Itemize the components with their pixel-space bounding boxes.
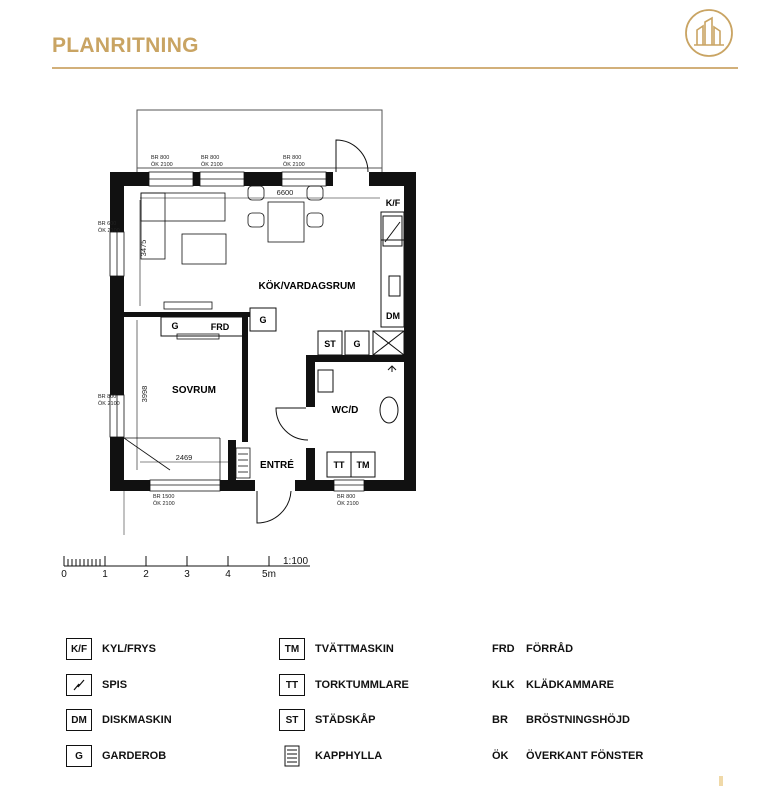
window-label-2-br: BR 800 <box>201 155 220 161</box>
legend-item-coat-rack <box>279 744 382 768</box>
balcony-door <box>333 140 369 186</box>
fixture-label-dishwasher: DM <box>386 311 400 321</box>
fixture-label-fridge: K/F <box>385 198 401 208</box>
balcony <box>137 110 382 177</box>
entry-door <box>255 480 295 523</box>
legend-label: KYL/FRYS <box>102 643 156 655</box>
fixture-label-washer: TM <box>356 460 370 470</box>
legend-label: BRÖSTNINGSHÖJD <box>526 714 630 726</box>
legend-label: FÖRRÅD <box>526 643 574 655</box>
dimension-label-kitchen-depth: 3475 <box>139 239 148 257</box>
dimension-label-bedroom-depth: 3998 <box>140 385 149 403</box>
fixture-label-wardrobe-closet: G <box>353 339 361 349</box>
window-label-2-ok: ÖK 2100 <box>201 162 223 168</box>
scale-tick-1: 1 <box>102 569 108 580</box>
window-label-5-br: BR 800 <box>98 394 117 400</box>
legend-abbr: KLK <box>492 679 515 691</box>
legend-item-wardrobe <box>66 744 166 768</box>
fixture-label-cleaning: ST <box>324 339 336 349</box>
legend-label: DISKMASKIN <box>102 714 172 726</box>
fixture-label-dryer: TT <box>333 460 345 470</box>
legend-code-box: K/F <box>66 638 92 660</box>
legend-code-box: ST <box>279 709 305 731</box>
legend-item-cleaning <box>279 708 376 732</box>
window-label-6-br: BR 1500 <box>153 494 175 500</box>
scale-tick-0: 0 <box>61 569 67 580</box>
legend-item-washer <box>279 637 394 661</box>
legend-abbr: BR <box>492 714 508 726</box>
fixture-label-storage: FRD <box>210 322 230 332</box>
coat-rack-icon <box>279 745 305 767</box>
fixture-label-wardrobe-hall: G <box>259 315 267 325</box>
legend-abbr: FRD <box>492 643 515 655</box>
window-label-3-ok: ÖK 2100 <box>283 162 305 168</box>
legend-item-window-top <box>492 744 643 768</box>
window-label-7-ok: ÖK 2100 <box>337 501 359 507</box>
scale-ratio: 1:100 <box>283 556 309 567</box>
legend-label: KLÄDKAMMARE <box>526 679 614 691</box>
sofa <box>141 193 226 264</box>
window-label-1-br: BR 800 <box>151 155 170 161</box>
legend-label: STÄDSKÅP <box>315 714 376 726</box>
legend-label: KAPPHYLLA <box>315 750 383 762</box>
room-label-entrance: ENTRÉ <box>260 460 294 471</box>
legend-item-sill-height <box>492 708 630 732</box>
legend-code-box: G <box>66 745 92 767</box>
legend-abbr: ÖK <box>492 750 509 762</box>
window-label-5-ok: ÖK 2100 <box>98 401 120 407</box>
legend-label: GARDEROB <box>102 750 167 762</box>
window-label-4-br: BR 600 <box>98 221 117 227</box>
legend-label: TVÄTTMASKIN <box>315 643 394 655</box>
bathroom-door <box>276 408 308 440</box>
room-label-bathroom: WC/D <box>331 405 359 416</box>
legend-label: TORKTUMMLARE <box>315 679 409 691</box>
legend-item-dryer <box>279 673 409 697</box>
room-label-kitchen: KÖK/VARDAGSRUM <box>258 281 356 292</box>
legend-item-closet <box>492 673 614 697</box>
legend-code-box: TT <box>279 674 305 696</box>
legend-item-stove <box>66 673 127 697</box>
window-label-1-ok: ÖK 2100 <box>151 162 173 168</box>
kitchen-counter <box>381 212 404 327</box>
scale-bar <box>64 556 310 566</box>
coat-rack <box>236 448 250 478</box>
room-label-bedroom: SOVRUM <box>172 385 216 396</box>
scale-tick-4: 4 <box>225 569 231 580</box>
dimension-label-kitchen-width: 6600 <box>276 188 294 197</box>
scale-tick-2: 2 <box>143 569 149 580</box>
legend-item-fridge <box>66 637 156 661</box>
window-label-7-br: BR 800 <box>337 494 356 500</box>
legend-label: ÖVERKANT FÖNSTER <box>526 750 644 762</box>
window-label-4-ok: ÖK 2100 <box>98 228 120 234</box>
page-title: PLANRITNING <box>52 34 199 57</box>
scale-tick-5: 5m <box>262 569 276 580</box>
fixture-label-wardrobe-bedroom: G <box>171 321 179 331</box>
legend-item-dishwasher <box>66 708 172 732</box>
legend-code-box: TM <box>279 638 305 660</box>
stove-icon <box>66 674 92 696</box>
page-corner-mark <box>719 776 723 786</box>
window-label-3-br: BR 800 <box>283 155 302 161</box>
legend-label: SPIS <box>102 679 128 691</box>
bed <box>124 438 220 480</box>
legend-code-box: DM <box>66 709 92 731</box>
legend-item-storage <box>492 637 573 661</box>
dimension-label-bedroom-width: 2469 <box>175 453 193 462</box>
window-label-6-ok: ÖK 2100 <box>153 501 175 507</box>
scale-tick-3: 3 <box>184 569 190 580</box>
